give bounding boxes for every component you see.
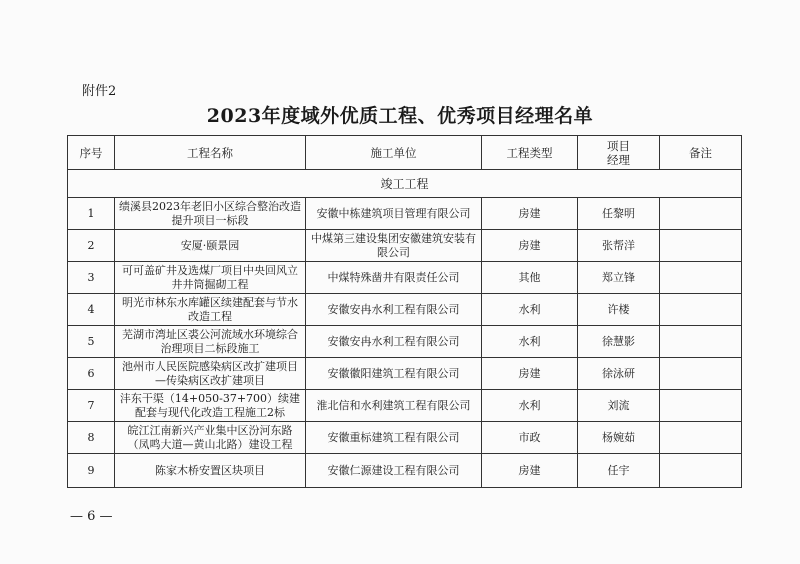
row-project-name: 池州市人民医院感染病区改扩建项目—传染病区改扩建项目 xyxy=(115,358,306,390)
row-project-name: 芜湖市湾址区裘公河流域水环境综合治理项目二标段施工 xyxy=(115,326,306,358)
row-manager: 刘流 xyxy=(578,390,660,422)
row-company: 中煤特殊凿井有限责任公司 xyxy=(306,262,482,294)
row-project-name: 皖江江南新兴产业集中区汾河东路（凤鸣大道—黄山北路）建设工程 xyxy=(115,422,306,454)
row-type: 房建 xyxy=(482,230,578,262)
row-manager: 徐慧影 xyxy=(578,326,660,358)
row-seq: 5 xyxy=(68,326,115,358)
table-row xyxy=(68,326,742,358)
row-type: 房建 xyxy=(482,358,578,390)
row-manager: 张帮洋 xyxy=(578,230,660,262)
header-project-type: 工程类型 xyxy=(482,136,578,170)
row-type: 市政 xyxy=(482,422,578,454)
table-row xyxy=(68,262,742,294)
table-row xyxy=(68,454,742,488)
row-seq: 6 xyxy=(68,358,115,390)
row-remark xyxy=(660,230,742,262)
row-project-name: 安厦·颐景园 xyxy=(115,230,306,262)
row-remark xyxy=(660,422,742,454)
table-row xyxy=(68,422,742,454)
table-header-row xyxy=(68,136,742,170)
row-seq: 2 xyxy=(68,230,115,262)
header-remark: 备注 xyxy=(660,136,742,170)
row-remark xyxy=(660,358,742,390)
row-type: 房建 xyxy=(482,454,578,488)
row-manager: 许楼 xyxy=(578,294,660,326)
row-seq: 7 xyxy=(68,390,115,422)
row-seq: 4 xyxy=(68,294,115,326)
attachment-label: 附件2 xyxy=(82,84,117,99)
table-row xyxy=(68,390,742,422)
table-row xyxy=(68,358,742,390)
row-company: 安徽重标建筑工程有限公司 xyxy=(306,422,482,454)
header-construction-company: 施工单位 xyxy=(306,136,482,170)
project-manager-table xyxy=(67,135,742,488)
row-manager: 杨婉茹 xyxy=(578,422,660,454)
table-body xyxy=(68,170,742,488)
header-project-manager: 项目 经理 xyxy=(578,136,660,170)
row-company: 中煤第三建设集团安徽建筑安装有限公司 xyxy=(306,230,482,262)
section-row xyxy=(68,170,742,198)
row-manager: 任宇 xyxy=(578,454,660,488)
row-type: 水利 xyxy=(482,390,578,422)
row-remark xyxy=(660,454,742,488)
page-number: — 6 — xyxy=(70,509,113,524)
row-type: 水利 xyxy=(482,326,578,358)
table-row xyxy=(68,230,742,262)
row-project-name: 陈家木桥安置区块项目 xyxy=(115,454,306,488)
row-project-name: 绩溪县2023年老旧小区综合整治改造提升项目一标段 xyxy=(115,198,306,230)
row-type: 其他 xyxy=(482,262,578,294)
row-project-name: 可可盖矿井及选煤厂项目中央回风立井井筒掘砌工程 xyxy=(115,262,306,294)
row-company: 安徽安冉水利工程有限公司 xyxy=(306,294,482,326)
header-project-name: 工程名称 xyxy=(115,136,306,170)
row-manager: 郑立锋 xyxy=(578,262,660,294)
row-company: 安徽仁源建设工程有限公司 xyxy=(306,454,482,488)
document-title: 2023年度域外优质工程、优秀项目经理名单 xyxy=(206,105,594,127)
row-type: 水利 xyxy=(482,294,578,326)
row-manager: 徐泳研 xyxy=(578,358,660,390)
row-seq: 8 xyxy=(68,422,115,454)
row-remark xyxy=(660,390,742,422)
row-seq: 3 xyxy=(68,262,115,294)
row-manager: 任黎明 xyxy=(578,198,660,230)
row-company: 安徽中栋建筑项目管理有限公司 xyxy=(306,198,482,230)
header-seq: 序号 xyxy=(68,136,115,170)
row-type: 房建 xyxy=(482,198,578,230)
row-company: 淮北信和水利建筑工程有限公司 xyxy=(306,390,482,422)
row-seq: 1 xyxy=(68,198,115,230)
section-label: 竣工工程 xyxy=(68,170,742,198)
row-company: 安徽安冉水利工程有限公司 xyxy=(306,326,482,358)
row-remark xyxy=(660,262,742,294)
row-remark xyxy=(660,294,742,326)
row-remark xyxy=(660,198,742,230)
row-remark xyxy=(660,326,742,358)
table-row xyxy=(68,198,742,230)
row-project-name: 明光市林东水库罐区续建配套与节水改造工程 xyxy=(115,294,306,326)
row-project-name: 沣东干渠（14+050-37+700）续建配套与现代化改造工程施工2标 xyxy=(115,390,306,422)
row-company: 安徽徽阳建筑工程有限公司 xyxy=(306,358,482,390)
table-row xyxy=(68,294,742,326)
row-seq: 9 xyxy=(68,454,115,488)
